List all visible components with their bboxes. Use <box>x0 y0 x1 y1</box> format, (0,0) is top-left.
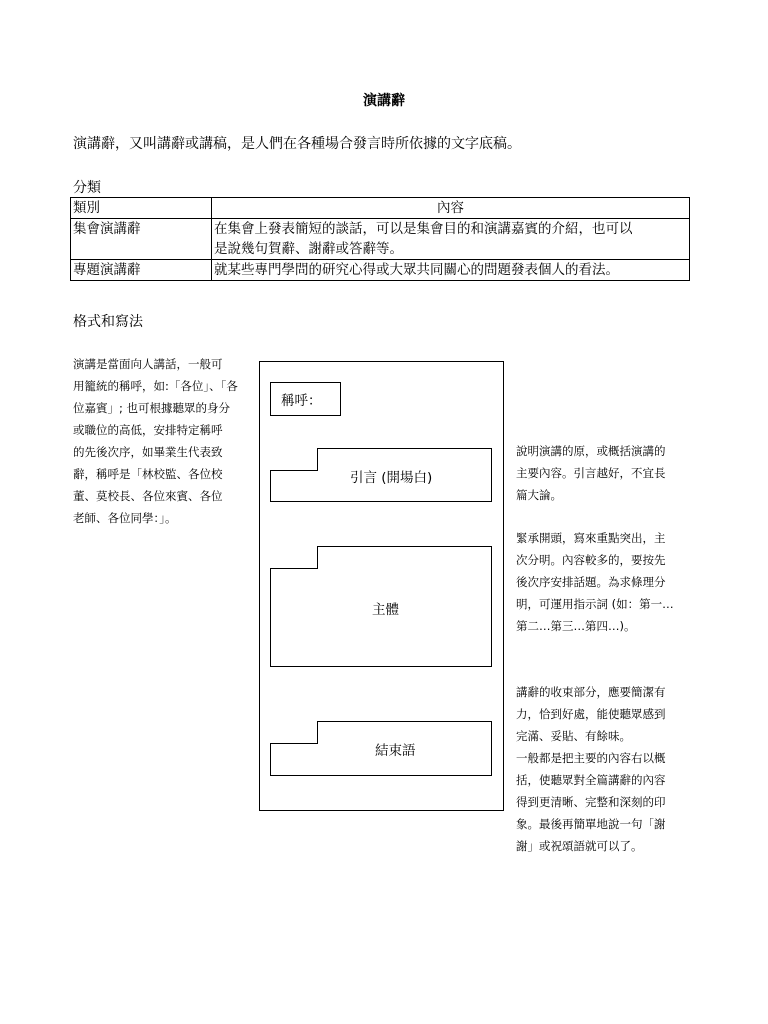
note-line: 後次序安排話題。為求條理分 <box>516 575 666 589</box>
note-line: 力，恰到好處，能使聽眾感到 <box>516 707 666 721</box>
note-line: 演講是當面向人講話，一般可 <box>73 357 223 371</box>
document-title: 演講辭 <box>363 93 405 109</box>
greeting-label: 稱呼： <box>281 393 322 409</box>
note-line: 講辭的收束部分，應要簡潔有 <box>516 685 666 699</box>
note-line: 謝」或祝頌語就可以了。 <box>516 839 643 853</box>
note-line: 辭，稱呼是「林校監、各位校 <box>73 467 223 481</box>
note-line: 象。最後再簡單地說一句「謝 <box>516 817 666 831</box>
table-header-content: 內容 <box>212 198 690 219</box>
note-line: 用籠統的稱呼，如:「各位」、「各 <box>73 379 238 393</box>
body-note <box>516 527 692 637</box>
table-cell-type: 集會演講辭 <box>71 219 212 260</box>
closing-label: 結束語 <box>375 743 416 759</box>
table-cell-line: 是說幾句賀辭、謝辭或答辭等。 <box>214 241 403 257</box>
note-line: 老師、各位同學：」。 <box>73 511 177 525</box>
note-line: 的先後次序，如畢業生代表致 <box>73 445 223 459</box>
note-line: 位嘉賓」; 也可根據聽眾的身分 <box>73 401 231 415</box>
table-cell-line: 就某些專門學問的研究心得或大眾共同關心的問題發表個人的看法。 <box>214 262 619 278</box>
intro-paragraph: 演講辭，又叫講辭或講稿，是人們在各種場合發言時所依據的文字底稿。 <box>73 136 521 152</box>
note-line: 說明演講的原，或概括演講的 <box>516 444 666 458</box>
note-line: 緊承開頭，寫來重點突出，主 <box>516 531 666 545</box>
table-cell-type: 專題演講辭 <box>71 260 212 281</box>
note-line: 次分明。內容較多的，要按先 <box>516 553 666 567</box>
note-line: 董、莫校長、各位來賓、各位 <box>73 489 223 503</box>
note-line: 或職位的高低，安排特定稱呼 <box>73 423 223 437</box>
opening-label: 引言 (開場白) <box>350 470 433 486</box>
note-line: 括，使聽眾對全篇講辭的內容 <box>516 773 666 787</box>
closing-note <box>516 681 692 857</box>
note-line: 篇大論。 <box>516 488 562 502</box>
note-line: 主要內容。引言越好，不宜長 <box>516 466 666 480</box>
note-line: 完滿、妥貼、有餘味。 <box>516 729 631 743</box>
format-heading: 格式和寫法 <box>73 314 143 330</box>
body-label: 主體 <box>372 602 399 618</box>
note-line: 一般都是把主要的內容右以概 <box>516 751 666 765</box>
table-header-type: 類別 <box>71 198 212 219</box>
opening-note <box>516 440 692 506</box>
note-line: 得到更清晰、完整和深刻的印 <box>516 795 666 809</box>
note-line: 第二…第三…第四…)。 <box>516 619 636 633</box>
table-cell-line: 在集會上發表簡短的談話，可以是集會目的和演講嘉賓的介紹，也可以 <box>214 221 633 237</box>
classification-heading: 分類 <box>73 180 101 196</box>
note-line: 明，可運用指示詞 (如：第一… <box>516 597 674 611</box>
